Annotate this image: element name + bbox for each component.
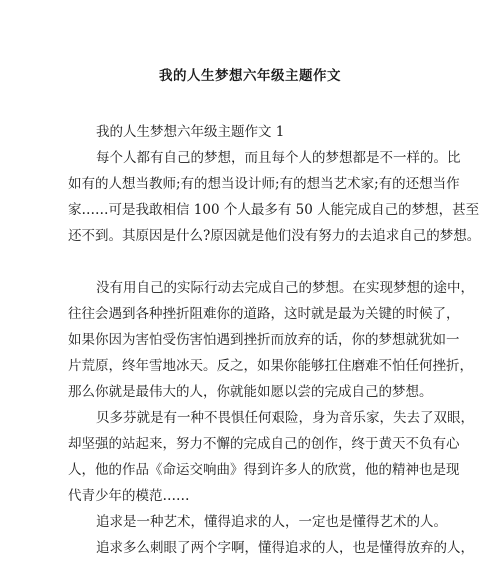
paragraph-line: 如有的人想当教师;有的想当设计师;有的想当艺术家;有的还想当作 [68, 176, 460, 192]
paragraph-line: 追求是一种艺术，懂得追求的人，一定也是懂得艺术的人。 [96, 514, 447, 530]
paragraph-line: 贝多芬就是有一种不畏惧任何艰险，身为音乐家，失去了双眼， [96, 410, 474, 426]
subtitle-line: 我的人生梦想六年级主题作文 1 [96, 124, 285, 140]
paragraph-line: 没有用自己的实际行动去完成自己的梦想。在实现梦想的途中， [96, 280, 474, 296]
paragraph-line: 代青少年的模范…… [68, 488, 190, 504]
paragraph-line: 却坚强的站起来，努力不懈的完成自己的创作，终于黄天不负有心 [68, 436, 460, 452]
paragraph-line: 人，他的作品《命运交响曲》得到许多人的欣赏，他的精神也是现 [68, 462, 460, 478]
paragraph-line: 往往会遇到各种挫折阻难你的道路，这时就是最为关键的时候了， [68, 306, 460, 322]
paragraph-line: 家……可是我敢相信 100 个人最多有 50 人能完成自己的梦想，甚至 [68, 202, 480, 218]
paragraph-line: 还不到。其原因是什么?原因就是他们没有努力的去追求自己的梦想。 [68, 228, 481, 244]
paragraph-line: 追求多么刺眼了两个字啊，懂得追求的人，也是懂得放弃的人， [96, 540, 474, 556]
paragraph-line: 那么你就是最伟大的人，你就能如愿以尝的完成自己的梦想。 [68, 384, 433, 400]
paragraph-line: 每个人都有自己的梦想，而且每个人的梦想都是不一样的。比 [96, 150, 461, 166]
paragraph-line: 片荒原，终年雪地冰天。反之，如果你能够扛住磨难不怕任何挫折， [68, 358, 473, 374]
document-title: 我的人生梦想六年级主题作文 [159, 68, 341, 84]
paragraph-line: 如果你因为害怕受伤害怕遇到挫折而放弃的话，你的梦想就犹如一 [68, 332, 460, 348]
